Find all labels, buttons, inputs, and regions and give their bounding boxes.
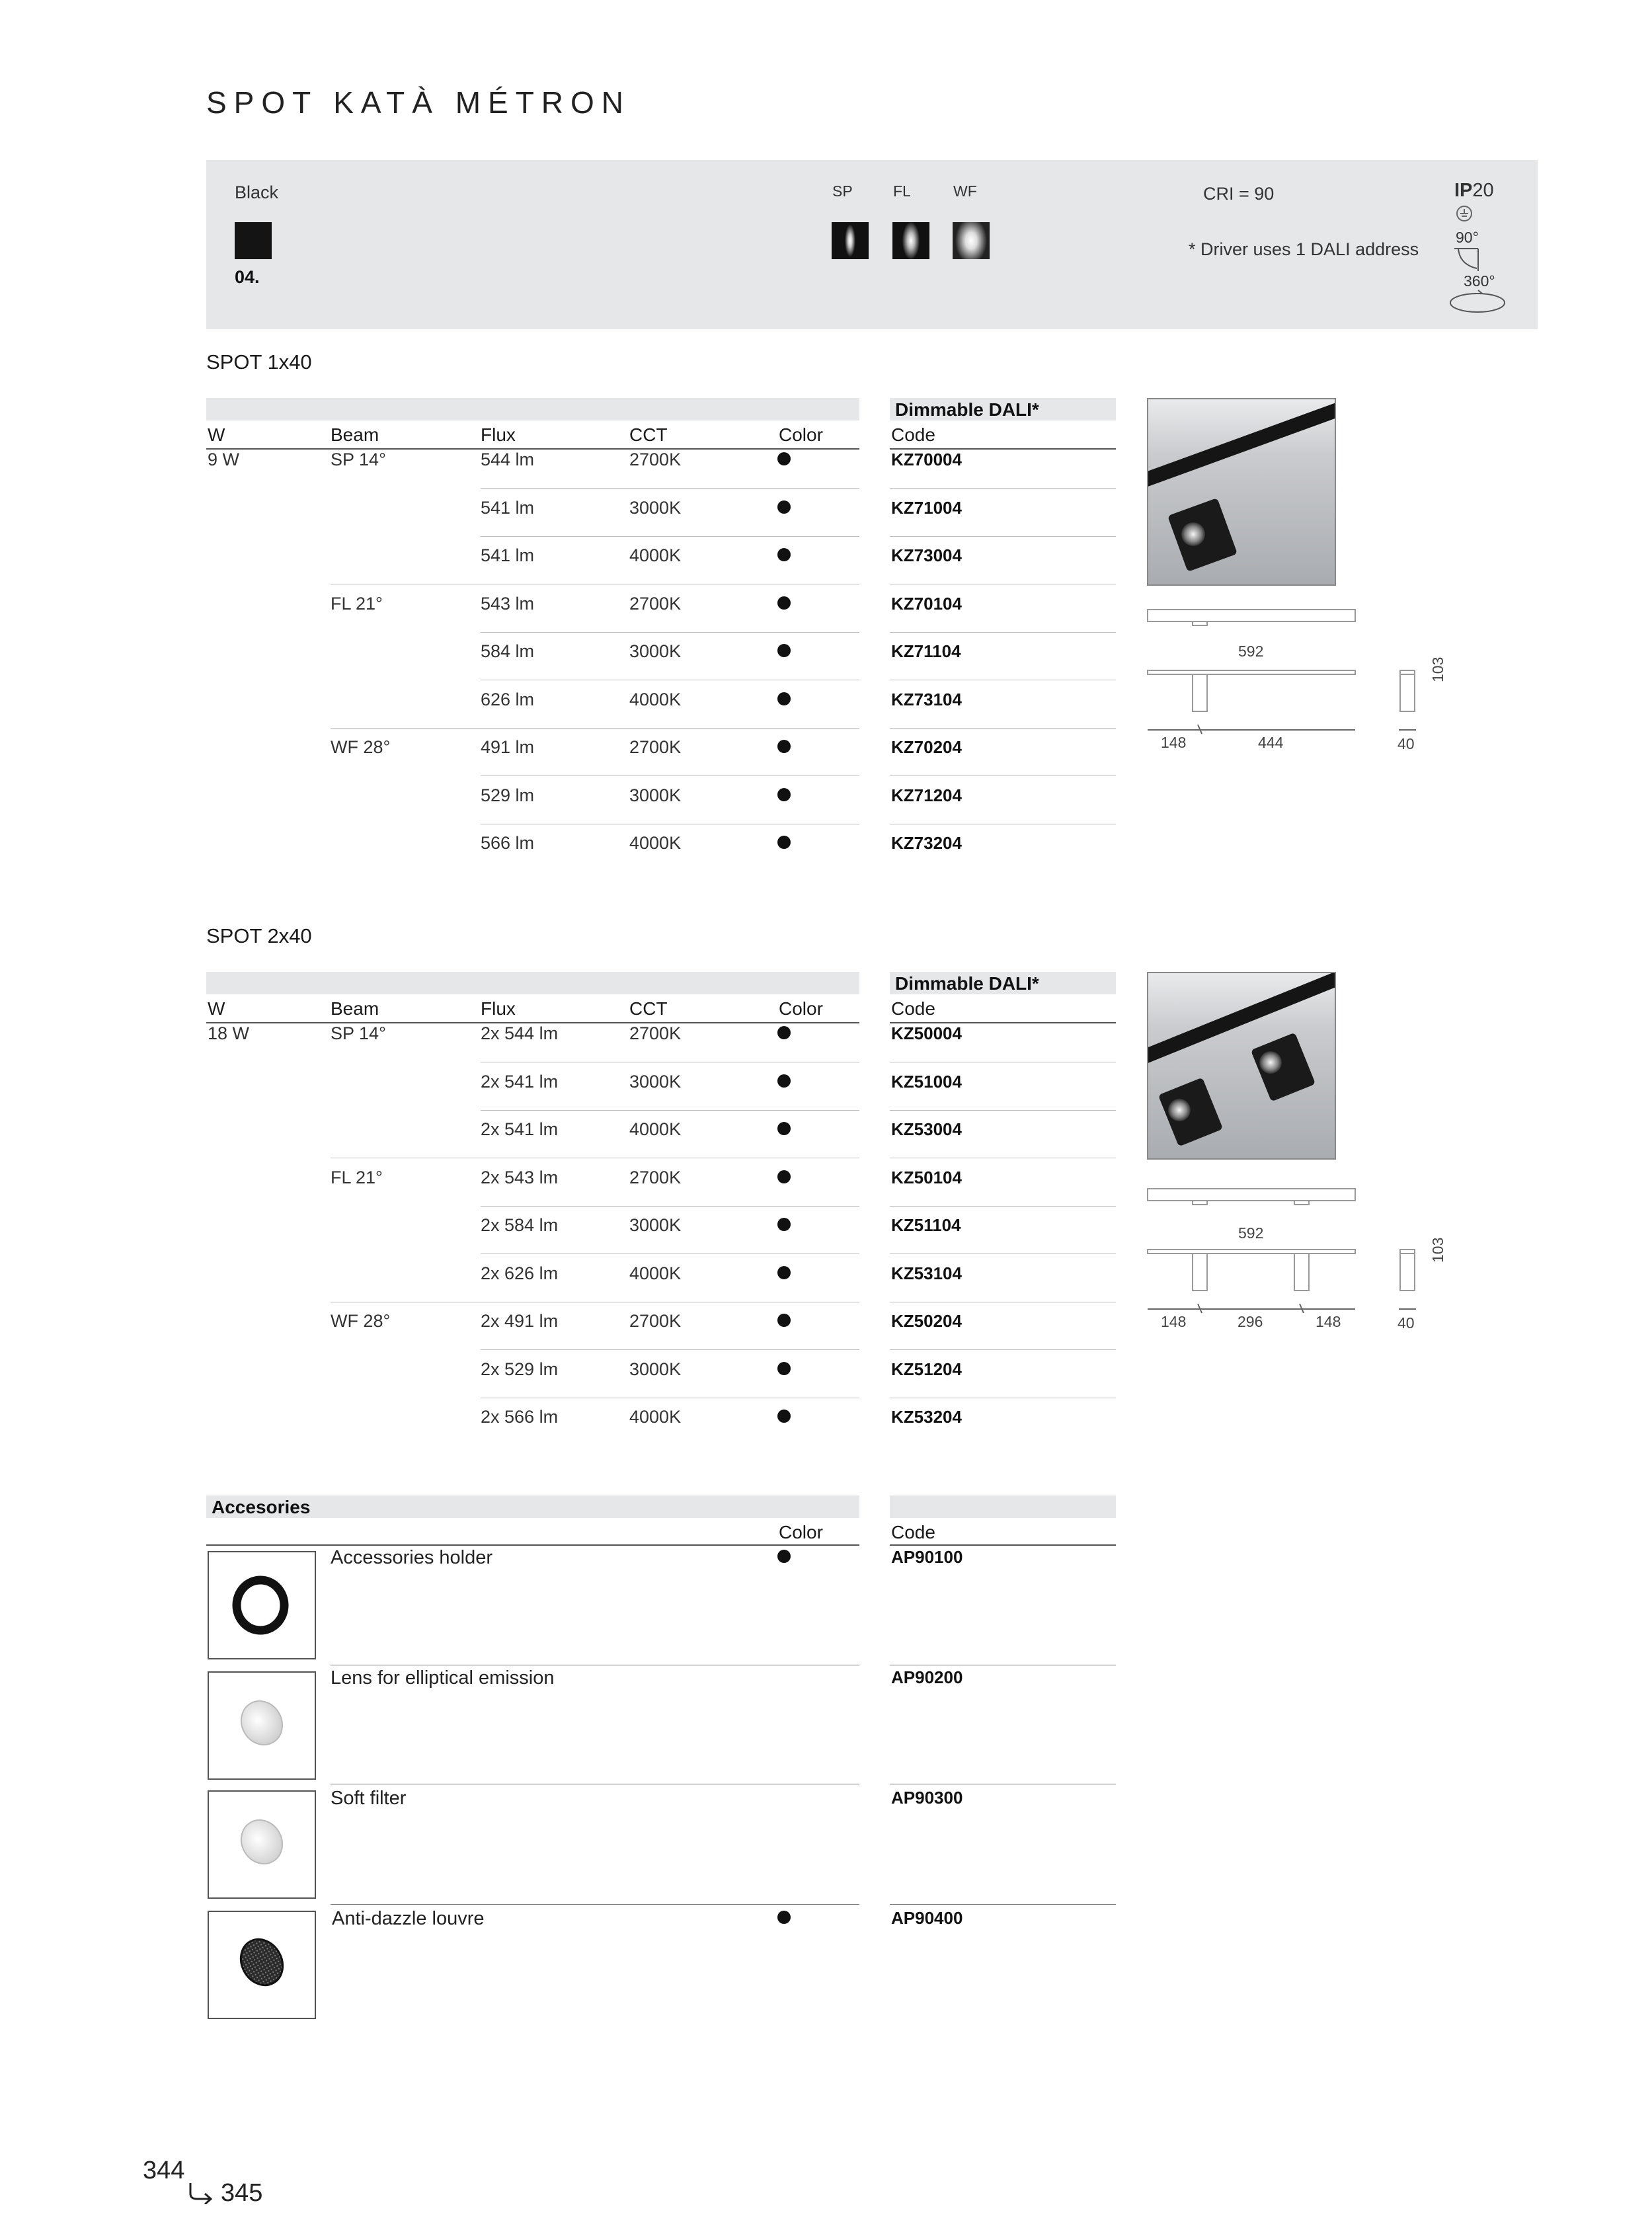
spot1-cell-cct: 3000K	[629, 641, 682, 661]
spot1-cell-code: KZ71104	[891, 641, 961, 661]
spot2-cell-beam: WF 28°	[331, 1311, 391, 1331]
accessory-code-louvre: AP90400	[891, 1908, 963, 1928]
spot2-cell-flux: 2x 544 lm	[481, 1023, 559, 1043]
spot1-color-dot	[777, 740, 791, 753]
finish-code: 04.	[235, 267, 260, 287]
accessory-code-holder: AP90100	[891, 1547, 963, 1567]
spot2-col-flux: Flux	[481, 998, 516, 1019]
spot2-cell-code: KZ53004	[891, 1119, 962, 1139]
filter-icon	[209, 1792, 315, 1897]
accessory-thumb-lens	[208, 1671, 316, 1780]
accessories-col-color: Color	[779, 1522, 823, 1542]
spot1-cell-flux: 529 lm	[481, 785, 535, 805]
spot2-color-dot	[777, 1314, 791, 1327]
spot1-cell-cct: 4000K	[629, 689, 682, 709]
spot1-dim-width: 40	[1397, 735, 1415, 752]
spot1-cell-code: KZ73104	[891, 689, 962, 709]
spot2-dim-c: 148	[1316, 1313, 1341, 1330]
spot1-cell-code: KZ70204	[891, 737, 962, 757]
spot1-photo	[1147, 398, 1336, 586]
spot1-cell-cct: 2700K	[629, 450, 682, 469]
spot2-color-dot	[777, 1026, 791, 1039]
spot2-cell-code: KZ51204	[891, 1359, 962, 1379]
spot1-cell-code: KZ71204	[891, 785, 962, 805]
spot1-dim-a: 148	[1161, 734, 1187, 751]
spot1-cell-code: KZ73204	[891, 833, 962, 853]
spot2-cell-cct: 2700K	[629, 1023, 682, 1043]
spot2-code-divider	[890, 1110, 1116, 1111]
spot1-code-divider	[890, 488, 1116, 489]
fl-beam-icon	[892, 222, 929, 259]
spot1-code-divider	[890, 536, 1116, 537]
spot1-cell-beam: FL 21°	[331, 593, 383, 614]
spot2-col-beam: Beam	[331, 998, 379, 1019]
next-page-number: 345	[221, 2179, 263, 2207]
spot2-cell-cct: 2700K	[629, 1167, 682, 1187]
spot2-cell-cct: 2700K	[629, 1311, 682, 1331]
spot2-dim-width: 40	[1397, 1314, 1415, 1332]
spot1-cell-flux: 541 lm	[481, 545, 535, 565]
spot1-cell-code: KZ70004	[891, 450, 962, 469]
spot1-cell-flux: 584 lm	[481, 641, 535, 661]
spot2-dim-height: 103	[1429, 1237, 1446, 1263]
spot1-cell-flux: 491 lm	[481, 737, 535, 757]
accessory-color-dot-louvre	[777, 1911, 791, 1924]
finish-label: Black	[235, 182, 279, 202]
spot2-col-cct: CCT	[629, 998, 668, 1019]
spot1-dim-length: 592	[1238, 643, 1264, 660]
accessory-code-lens: AP90200	[891, 1667, 963, 1687]
spot2-cell-flux: 2x 566 lm	[481, 1407, 559, 1427]
spot1-cell-code: KZ71004	[891, 497, 962, 518]
spot2-cell-flux: 2x 543 lm	[481, 1167, 559, 1187]
spot1-cell-flux: 544 lm	[481, 450, 535, 469]
spot2-cell-code: KZ53204	[891, 1407, 962, 1427]
cri-value: CRI = 90	[1203, 184, 1275, 204]
spot2-dali-header: Dimmable DALI*	[895, 973, 1039, 994]
beam-label-wf: WF	[953, 182, 977, 200]
spot1-cell-flux: 626 lm	[481, 689, 535, 709]
spot1-dim-height: 103	[1429, 657, 1446, 682]
accessory-code-rule-3	[890, 1904, 1116, 1905]
spot1-cell-cct: 2700K	[629, 593, 682, 614]
spot1-cell-cct: 3000K	[629, 497, 682, 518]
spot2-code-divider	[890, 1349, 1116, 1350]
spot1-cell-beam: WF 28°	[331, 737, 391, 757]
spot2-cell-cct: 4000K	[629, 1263, 682, 1283]
accessories-header-rule	[206, 1544, 859, 1546]
spot1-color-dot	[777, 596, 791, 610]
accessory-thumb-louvre	[208, 1911, 316, 2019]
spot1-dim-b: 444	[1258, 734, 1284, 751]
accessory-name-filter: Soft filter	[331, 1788, 407, 1809]
sp-beam-icon	[832, 222, 869, 259]
spot2-cell-flux: 2x 584 lm	[481, 1215, 559, 1235]
accessory-name-lens: Lens for elliptical emission	[331, 1667, 555, 1689]
accessory-thumb-filter	[208, 1790, 316, 1899]
spot2-cell-flux: 2x 626 lm	[481, 1263, 559, 1283]
spot2-cell-code: KZ50104	[891, 1167, 962, 1187]
beam-label-fl: FL	[893, 182, 911, 200]
spot1-color-dot	[777, 452, 791, 465]
spot2-dim-a: 148	[1161, 1313, 1187, 1330]
spot2-row-divider	[481, 1349, 859, 1350]
spot1-code-divider	[890, 728, 1116, 729]
spot1-col-cct: CCT	[629, 424, 668, 445]
spot1-color-dot	[777, 788, 791, 801]
spot2-cell-code: KZ50204	[891, 1311, 962, 1331]
spot1-cell-flux: 543 lm	[481, 593, 535, 614]
spot1-col-color: Color	[779, 424, 823, 445]
spot2-color-dot	[777, 1266, 791, 1279]
spot2-header-band	[206, 972, 859, 994]
spot2-color-dot	[777, 1170, 791, 1183]
spot2-cell-flux: 2x 541 lm	[481, 1071, 559, 1092]
spot1-cell-code: KZ73004	[891, 545, 962, 565]
spot1-color-dot	[777, 692, 791, 705]
spot2-cell-flux: 2x 529 lm	[481, 1359, 559, 1379]
louvre-icon	[209, 1912, 315, 2018]
spot1-color-dot	[777, 836, 791, 849]
accessories-code-band	[890, 1495, 1116, 1518]
page-title: SPOT KATÀ MÉTRON	[206, 85, 631, 120]
spot2-cell-cct: 4000K	[629, 1119, 682, 1139]
spot2-cell-cct: 3000K	[629, 1215, 682, 1235]
spot2-cell-code: KZ53104	[891, 1263, 962, 1283]
tilt-angle: 90°	[1456, 229, 1479, 246]
spot1-cell-cct: 4000K	[629, 833, 682, 853]
spot1-cell-w: 9 W	[208, 450, 240, 469]
ring-icon	[209, 1552, 315, 1658]
spot1-cell-cct: 4000K	[629, 545, 682, 565]
spot1-color-dot	[777, 548, 791, 561]
page-number: 344	[143, 2157, 185, 2184]
spot2-dim-length: 592	[1238, 1224, 1264, 1242]
spot1-col-beam: Beam	[331, 424, 379, 445]
spot2-row-divider	[481, 1206, 859, 1207]
spot2-color-dot	[777, 1362, 791, 1375]
spot2-cell-flux: 2x 491 lm	[481, 1311, 559, 1331]
spot2-photo	[1147, 972, 1336, 1160]
spot1-col-flux: Flux	[481, 424, 516, 445]
wf-beam-icon	[953, 222, 990, 259]
spot1-cell-flux: 566 lm	[481, 833, 535, 853]
spot2-cell-cct: 3000K	[629, 1071, 682, 1092]
spot1-col-w: W	[208, 424, 225, 445]
spot2-row-divider	[481, 1110, 859, 1111]
ground-icon	[1454, 204, 1474, 223]
spot2-cell-code: KZ51104	[891, 1215, 961, 1235]
spot2-cell-cct: 3000K	[629, 1359, 682, 1379]
spot2-cell-beam: SP 14°	[331, 1023, 386, 1043]
spot2-cell-flux: 2x 541 lm	[481, 1119, 559, 1139]
spot1-row-divider	[481, 536, 859, 537]
spot2-cell-cct: 4000K	[629, 1407, 682, 1427]
rotation-icon	[1448, 288, 1507, 315]
spot1-title: SPOT 1x40	[206, 350, 312, 374]
spot1-row-divider	[481, 488, 859, 489]
spot1-dimension-drawing	[1144, 608, 1461, 754]
spot1-cell-cct: 2700K	[629, 737, 682, 757]
spot1-dali-header: Dimmable DALI*	[895, 399, 1039, 420]
spot2-cell-code: KZ50004	[891, 1023, 962, 1043]
spot1-code-divider	[890, 632, 1116, 633]
spot2-dimension-drawing	[1144, 1185, 1461, 1330]
spot2-dim-b: 296	[1238, 1313, 1263, 1330]
accessory-name-louvre: Anti-dazzle louvre	[332, 1908, 485, 1929]
black-swatch	[235, 222, 272, 259]
spot2-color-dot	[777, 1410, 791, 1423]
spot2-col-code: Code	[891, 998, 935, 1019]
accessories-code-rule	[890, 1544, 1116, 1546]
spot1-row-divider	[481, 632, 859, 633]
accessories-col-code: Code	[891, 1522, 935, 1542]
accessory-code-filter: AP90300	[891, 1788, 963, 1808]
spot2-title: SPOT 2x40	[206, 924, 312, 947]
spot1-cell-beam: SP 14°	[331, 450, 386, 469]
spot1-col-code: Code	[891, 424, 935, 445]
spot2-cell-w: 18 W	[208, 1023, 250, 1043]
accessory-thumb-holder	[208, 1551, 316, 1659]
spot2-color-dot	[777, 1122, 791, 1135]
spot2-col-w: W	[208, 998, 225, 1019]
turn-arrow-icon	[186, 2180, 216, 2204]
accessory-color-dot-holder	[777, 1550, 791, 1563]
spot1-cell-code: KZ70104	[891, 593, 962, 614]
spot2-color-dot	[777, 1074, 791, 1088]
accessories-title: Accesories	[212, 1497, 311, 1517]
tilt-icon	[1452, 246, 1485, 274]
spot2-cell-beam: FL 21°	[331, 1167, 383, 1187]
lens-icon	[209, 1673, 315, 1778]
accessory-name-holder: Accessories holder	[331, 1547, 492, 1568]
driver-note: * Driver uses 1 DALI address	[1189, 239, 1419, 259]
spot1-color-dot	[777, 500, 791, 514]
spot1-header-band	[206, 398, 859, 420]
spot2-code-divider	[890, 1206, 1116, 1207]
ip-rating: IP20	[1454, 180, 1494, 201]
spot2-col-color: Color	[779, 998, 823, 1019]
spot2-cell-code: KZ51004	[891, 1071, 962, 1092]
beam-label-sp: SP	[832, 182, 853, 200]
spot1-cell-cct: 3000K	[629, 785, 682, 805]
spot1-row-divider	[331, 728, 859, 729]
rotation-angle: 360°	[1464, 272, 1495, 290]
spot2-color-dot	[777, 1218, 791, 1231]
spot1-cell-flux: 541 lm	[481, 497, 535, 518]
spot1-color-dot	[777, 644, 791, 657]
accessory-rule-3	[331, 1904, 859, 1905]
